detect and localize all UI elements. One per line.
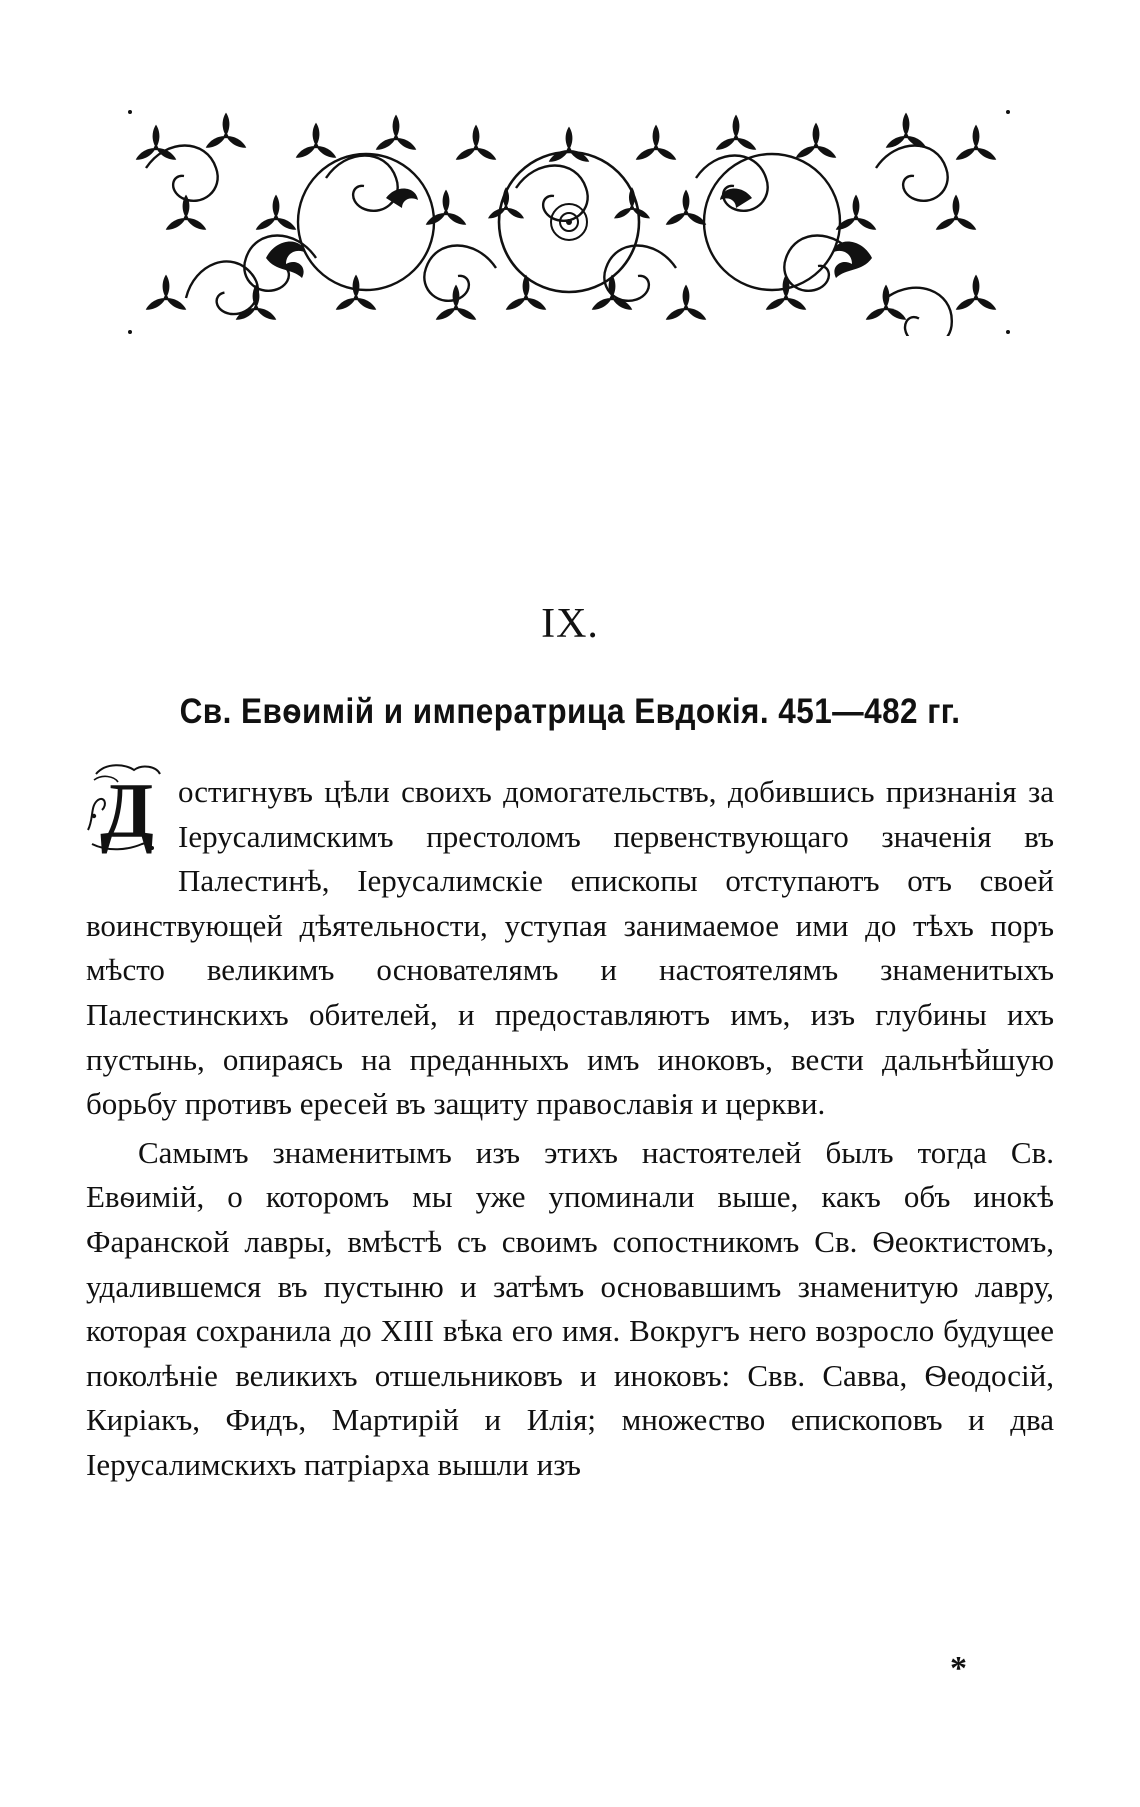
signature-mark: *	[950, 1650, 967, 1687]
paragraph-text: Самымъ знаменитымъ изъ этихъ настоятелей былъ тогда Св. Евѳимій, о которомъ мы уже упоминали выше, какъ объ инокѣ Фаранской лавры, вмѣстѣ съ своимъ сопостникомъ Св. Ѳеоктистомъ, удалившемся въ пустыню и затѣмъ основавшимъ знаменитую лавру, которая сохранила до XIII вѣка его имя. Вокругъ него возросло будущее поколѣніе великихъ отшельниковъ и иноковъ: Свв. Савва, Ѳеодосій, Киріакъ, Фидъ, Мартирій и Илія; множество епископовъ и два Іерусалимскихъ патріарха вышли изъ	[86, 1134, 1054, 1482]
paragraph-text: остигнувъ цѣли своихъ домогательствъ, добившись признанія за Іерусалимскимъ престоломъ первенствующаго значенія въ Палестинѣ, Іерусалимскіе епископы отступаютъ отъ своей воинствующей дѣятельности, уступая занимаемое ими до тѣхъ поръ мѣсто великимъ основателямъ и настоятелямъ знаменитыхъ Палестинскихъ обителей, и предоставляютъ имъ, изъ глубины ихъ пустынь, опираясь на преданныхъ имъ иноковъ, вести дальнѣйшую борьбу противъ ересей въ защиту православія и церкви.	[86, 774, 1054, 1122]
chapter-title: Св. Евѳимій и императрица Евдокія. 451—482 гг.	[179, 692, 961, 731]
decorative-headpiece	[126, 108, 1012, 336]
floral-ornament-icon	[126, 108, 1012, 336]
chapter-number: IX.	[541, 601, 599, 647]
paragraph	[86, 1131, 1054, 1488]
drop-cap-letter: Д	[100, 767, 154, 854]
drop-cap	[82, 760, 172, 860]
chapter-body	[86, 767, 1054, 1488]
paragraph	[86, 767, 1054, 1127]
